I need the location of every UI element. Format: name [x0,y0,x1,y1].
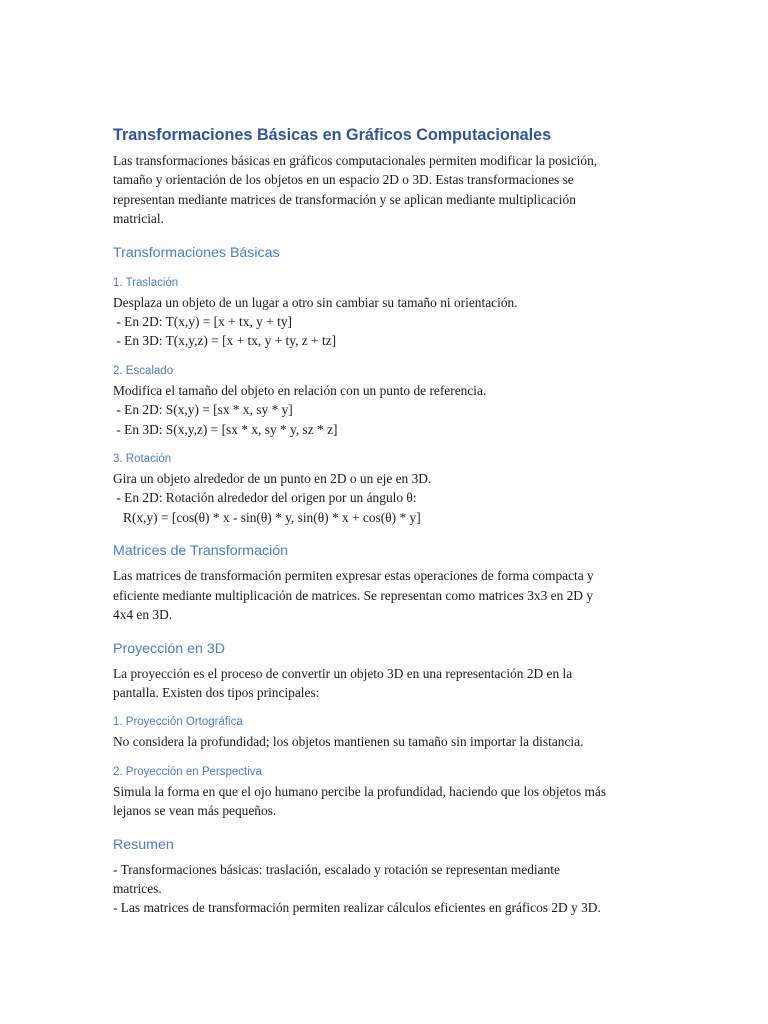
orthographic-body [113,732,658,751]
summary-line: - Las matrices de transformación permiten realizar cálculos eficientes en gráficos 2D y 3D. [113,900,601,916]
intro-line: Las transformaciones básicas en gráficos computacionales permiten modificar la posición, [113,153,598,168]
translation-line: - En 2D: T(x,y) = [x + tx, y + ty] [113,314,292,330]
subheading-perspective: 2. Proyección en Perspectiva [113,765,262,778]
matrices-line: eficiente mediante multiplicación de matrices. Se representan como matrices 3x3 en 2D y [113,587,594,603]
orthographic-line: No considera la profundidad; los objetos mantienen su tamaño sin importar la distancia. [113,734,584,750]
rotation-line: - En 2D: Rotación alrededor del origen por un ángulo θ: [113,490,417,506]
section-heading-summary: Resumen [113,836,174,853]
scaling-line: Modifica el tamaño del objeto en relación con un punto de referencia. [113,382,487,398]
matrices-body [113,566,658,624]
rotation-line: R(x,y) = [cos(θ) * x - sin(θ) * y, sin(θ) * x + cos(θ) * y] [113,509,421,525]
translation-line: - En 3D: T(x,y,z) = [x + tx, y + ty, z + tz] [113,333,337,349]
document-title: Transformaciones Básicas en Gráficos Computacionales [113,126,552,144]
rotation-body [113,469,658,527]
projection-line: pantalla. Existen dos tipos principales: [113,684,320,700]
document-page [113,124,658,918]
summary-line: - Transformaciones básicas: traslación, escalado y rotación se representan mediante [113,861,560,877]
projection-line: La proyección es el proceso de convertir un objeto 3D en una representación 2D en la [113,665,573,681]
scaling-line: - En 3D: S(x,y,z) = [sx * x, sy * y, sz * z] [113,421,338,437]
matrices-line: Las matrices de transformación permiten expresar estas operaciones de forma compacta y [113,568,594,584]
subheading-scaling: 2. Escalado [113,364,174,377]
projection-body [113,664,658,703]
section-heading-matrices: Matrices de Transformación [113,543,289,560]
summary-body [113,860,658,918]
intro-line: tamaño y orientación de los objetos en un espacio 2D o 3D. Estas transformaciones se [113,172,574,188]
perspective-line: Simula la forma en que el ojo humano percibe la profundidad, haciendo que los objetos más [113,783,607,799]
translation-line: Desplaza un objeto de un lugar a otro sin cambiar su tamaño ni orientación. [113,294,518,310]
matrices-line: 4x4 en 3D. [113,607,173,623]
perspective-line: lejanos se vean más pequeños. [113,803,277,819]
scaling-line: - En 2D: S(x,y) = [sx * x, sy * y] [113,402,293,418]
subheading-rotation: 3. Rotación [113,453,172,466]
subheading-orthographic: 1. Proyección Ortográfica [113,716,243,729]
section-heading-basic: Transformaciones Básicas [113,244,280,261]
scaling-body [113,381,658,439]
section-heading-projection: Proyección en 3D [113,640,225,657]
subheading-translation: 1. Traslación [113,276,179,289]
perspective-body [113,782,658,821]
intro-paragraph [113,151,658,229]
intro-line: matricial. [113,211,164,227]
intro-line: representan mediante matrices de transformación y se aplican mediante multiplicación [113,191,576,207]
rotation-line: Gira un objeto alrededor de un punto en 2D o un eje en 3D. [113,471,432,487]
summary-line: matrices. [113,880,162,896]
translation-body [113,293,658,351]
